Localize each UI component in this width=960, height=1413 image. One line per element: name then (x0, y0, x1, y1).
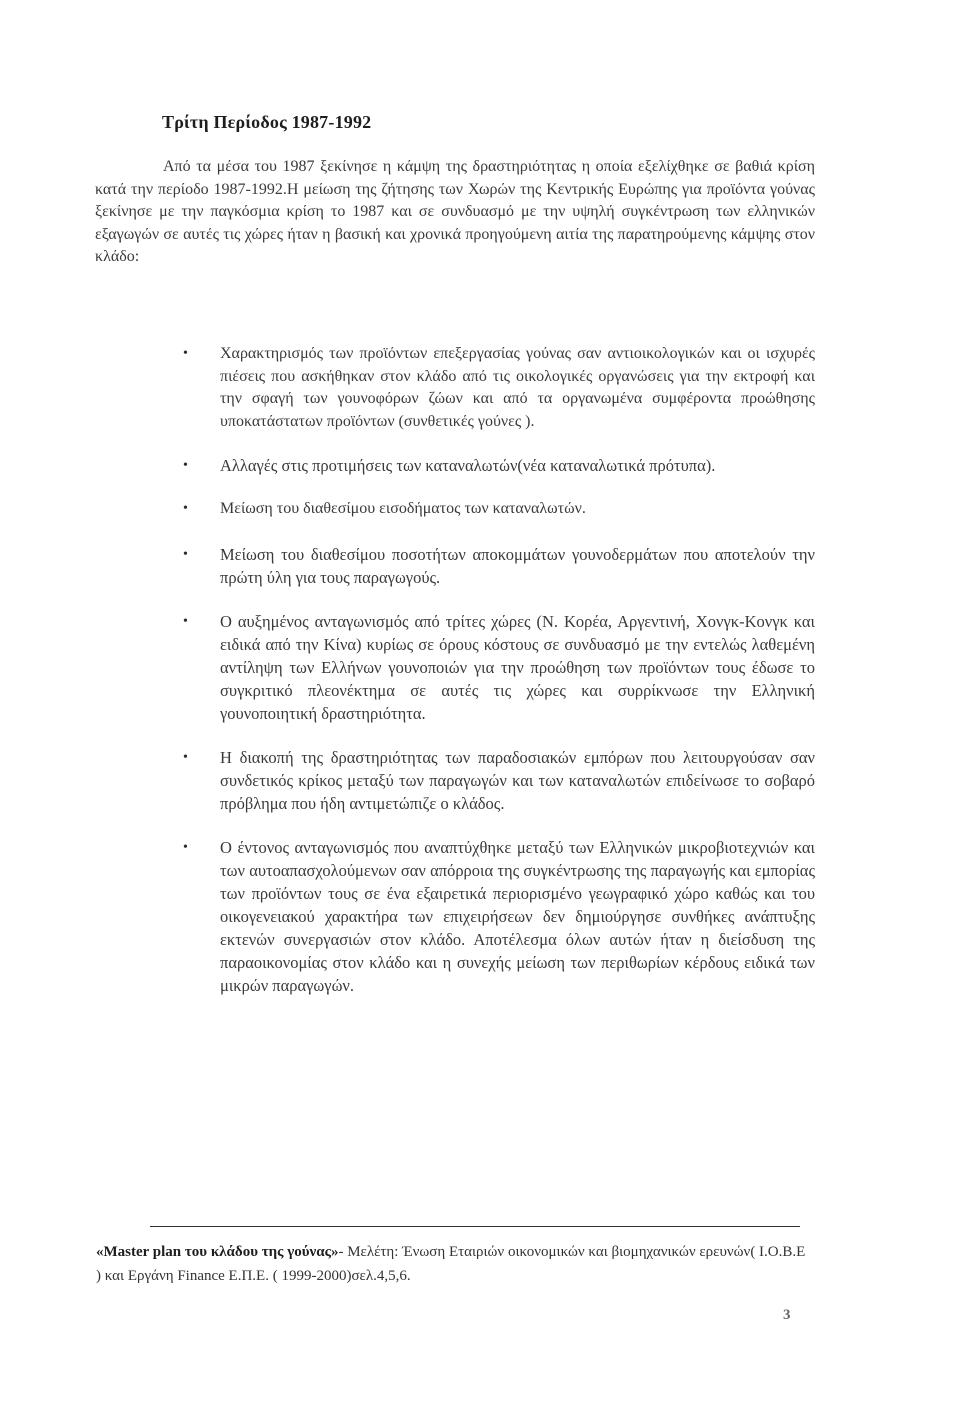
intro-paragraph: Από τα μέσα του 1987 ξεκίνησε η κάμψη της δραστηριότητας η οποία εξελίχθηκε σε βαθιά κρίση κατά την περίοδο 1987-1992.Η μείωση της ζήτησης των Χωρών της Κεντρικής Ευρώπης για προϊόντα γούνας ξεκίνησε με την παγκόσμια κρίση το 1987 και σε συνδυασμό με την υψηλή συγκέντρωση των ελληνικών εξαγωγών σε αυτές τις χώρες ήταν η βασική και χρονικά προηγούμενη αιτία της παρατηρούμενης κάμψης στον κλάδο: (95, 158, 815, 265)
list-item-text: Ο αυξημένος ανταγωνισμός από τρίτες χώρες (Ν. Κορέα, Αργεντινή, Χονγκ-Κονγκ και ειδικά από την Κίνα) κυρίως σε όρους κόστους σε συνδυασμό με την εντελώς λαθεμένη αντίληψη των Ελλήνων γουνοποιών για την προώθηση των προϊόντων τους έδωσε το συγκριτικό πλεονέκτημα σε αυτές τις χώρες και συρρίκνωσε την Ελληνική γουνοποιητική δραστηριότητα. (220, 611, 815, 723)
list-item-text: Ο έντονος ανταγωνισμός που αναπτύχθηκε μεταξύ των Ελληνικών μικροβιοτεχνιών και των αυτοαπασχολούμενων σαν απόρροια της συγκέντρωσης της παραγωγής και εμπορίας των προϊόντων τους σε ένα εξαιρετικά περιορισμένο γεωγραφικό χώρο καθώς και του οικογενειακού χαρακτήρα των επιχειρήσεων δεν δημιούργησε συνθήκες ανάπτυξης εκτενών συνεργασιών στον κλάδο. Αποτέλεσμα όλων αυτών ήταν η διείσδυση της παραοικονομίας στον κλάδο και η συνεχής μείωση των περιθωρίων κέρδους ειδικά των μικρών παραγωγών. (220, 837, 815, 995)
cause-list (150, 343, 815, 997)
bullet-icon: • (183, 458, 188, 474)
footnote (96, 1240, 806, 1288)
list-item-text: Αλλαγές στις προτιμήσεις των καταναλωτών(νέα καταναλωτικά πρότυπα). (220, 456, 716, 476)
footnote-title: «Master plan του κλάδου της γούνας» (96, 1244, 339, 1260)
list-item (150, 610, 815, 725)
list-item-text: Μείωση του διαθεσίμου εισοδήματος των καταναλωτών. (220, 500, 586, 518)
bullet-icon: • (183, 346, 188, 361)
list-item-text: Η διακοπή της δραστηριότητας των παραδοσιακών εμπόρων που λειτουργούσαν σαν συνδετικός κρίκος μεταξύ των παραγωγών και των καταναλωτών επιδείνωσε το σοβαρό πρόβλημα που ήδη αντιμετώπιζε ο κλάδος. (220, 747, 815, 813)
bullet-icon: • (183, 839, 188, 855)
list-item (150, 454, 815, 477)
footnote-text: - Μελέτη: Ένωση Εταιριών οικονομικών και βιομηχανικών ερευνών( Ι.Ο.Β.Ε ) και Εργάνη Finance Ε.Π.Ε. ( 1999-2000)σελ.4,5,6. (96, 1244, 806, 1284)
list-item (150, 836, 815, 997)
footnote-divider (150, 1226, 800, 1227)
list-item-text: Χαρακτηρισμός των προϊόντων επεξεργασίας γούνας σαν αντιοικολογικών και οι ισχυρές πιέσεις που ασκήθηκαν στον κλάδο από τις οικολογικές οργανώσεις για την εκτροφή και την σφαγή των γουνοφόρων ζώων και από τα οργανωμένα συμφέροντα προώθησης υποκατάστατων προϊόντων (συνθετικές γούνες ). (220, 345, 815, 430)
bullet-icon: • (183, 501, 188, 517)
bullet-icon: • (183, 546, 188, 562)
page-number: 3 (783, 1307, 791, 1323)
list-item (150, 746, 815, 815)
list-item (150, 343, 815, 433)
section-heading: Τρίτη Περίοδος 1987-1992 (162, 112, 372, 132)
bullet-icon: • (183, 613, 188, 629)
list-item-text: Μείωση του διαθεσίμου ποσοτήτων αποκομμάτων γουνοδερμάτων που αποτελούν την πρώτη ύλη για τους παραγωγούς. (220, 544, 815, 587)
list-item (150, 498, 815, 521)
list-item (150, 543, 815, 589)
bullet-icon: • (183, 749, 188, 765)
